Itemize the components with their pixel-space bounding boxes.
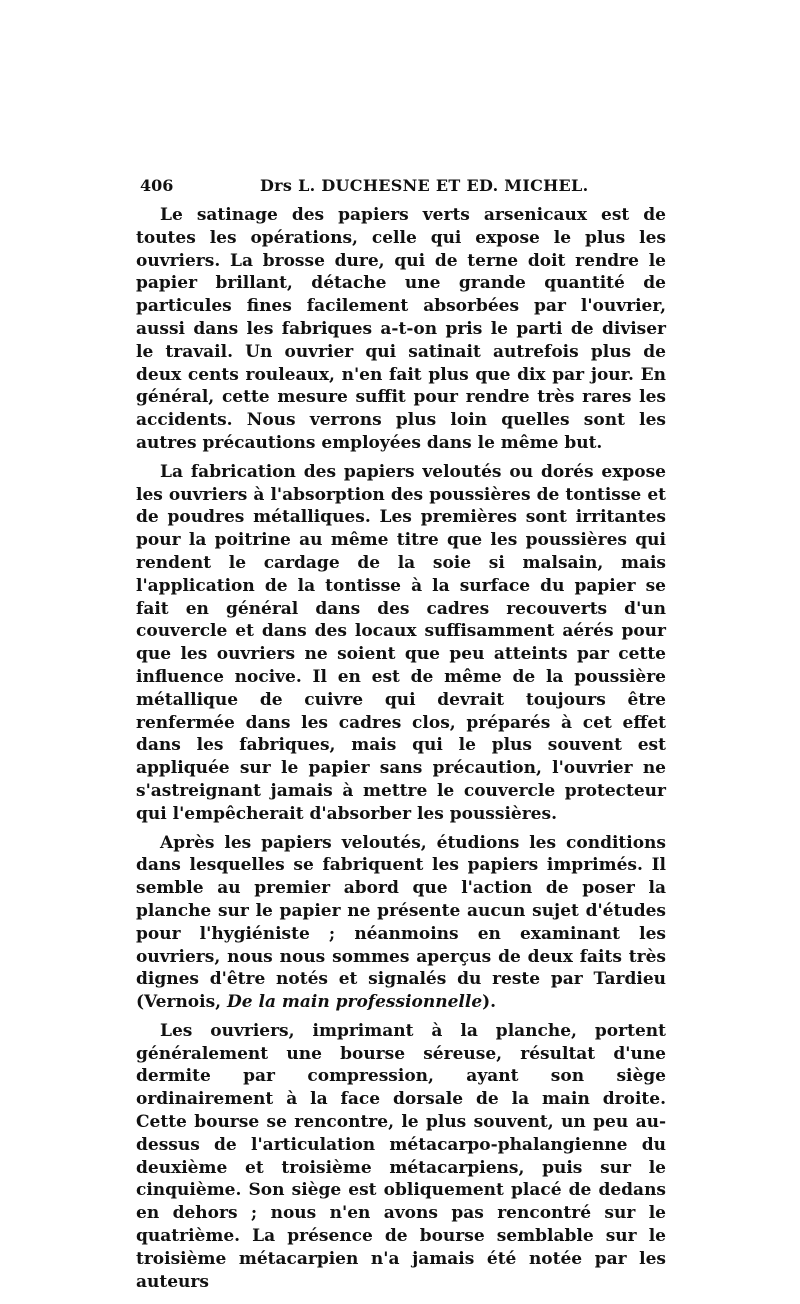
book-page — [136, 176, 666, 1293]
paragraph-papiers-imprimes — [136, 832, 666, 1014]
page-number: 406 — [140, 176, 174, 195]
paragraph-papiers-veloutes: La fabrication des papiers veloutés ou dorés expose les ouvriers à l'absorption des poussières de tontisse et de poudres métalliques. Les premières sont irritantes pour la poitrine au même titre que les poussières qui rendent le cardage de la soie si malsain, mais l'application de la tontisse à la surface du papier se fait en général dans des cadres recouverts d'un couvercle et dans des locaux suffisamment aérés pour que les ouvriers ne soient que peu atteints par cette influence nocive. Il en est de même de la poussière métallique de cuivre qui devrait toujours être renfermée dans les cadres clos, préparés à cet effet dans les fabriques, mais qui le plus souvent est appliquée sur le papier sans précaution, l'ouvrier ne s'astreignant jamais à mettre le couvercle protecteur qui l'empêcherait d'absorber les poussières. — [136, 461, 666, 824]
running-title: Drs L. DUCHESNE ET ED. MICHEL. — [260, 176, 589, 195]
paragraph-satinage: Le satinage des papiers verts arsenicaux est de toutes les opérations, celle qui expose le plus les ouvriers. La brosse dure, qui de terne doit rendre le papier brillant, détache une grande quantité de particules fines facilement absorbées par l'ouvrier, aussi dans les fabriques a-t-on pris le parti de diviser le travail. Un ouvrier qui satinait autrefois plus de deux cents rouleaux, n'en fait plus que dix par jour. En général, cette mesure suffit pour rendre très rares les accidents. Nous verrons plus loin quelles sont les autres précautions employées dans le même but. — [136, 205, 666, 453]
body-text — [136, 204, 666, 1293]
paragraph-text: Après les papiers veloutés, étudions les conditions dans lesquelles se fabriquent les papiers imprimés. Il semble au premier abord que l'action de poser la planche sur le papier ne présente aucun sujet d'études pour l'hygiéniste ; néanmoins en examinant les ouvriers, nous nous sommes aperçus de deux faits très dignes d'être notés et signalés du reste par Tardieu (Vernois, — [136, 832, 666, 1013]
page-header — [136, 176, 666, 204]
book-title-citation: De la main professionnelle — [227, 992, 483, 1013]
paragraph-bourse-sereuse: Les ouvriers, imprimant à la planche, portent généralement une bourse séreuse, résultat d'une dermite par compression, ayant son siège ordinairement à la face dorsale de la main droite. Cette bourse se rencontre, le plus souvent, un peu au-dessus de l'articulation métacarpo-phalangienne du deuxième et troisième métacarpiens, puis sur le cinquième. Son siège est obliquement placé de dedans en dehors ; nous n'en avons pas rencontré sur le quatrième. La présence de bourse semblable sur le troisième métacarpien n'a jamais été notée par les auteurs — [136, 1020, 666, 1292]
paragraph-text: ). — [482, 992, 497, 1013]
